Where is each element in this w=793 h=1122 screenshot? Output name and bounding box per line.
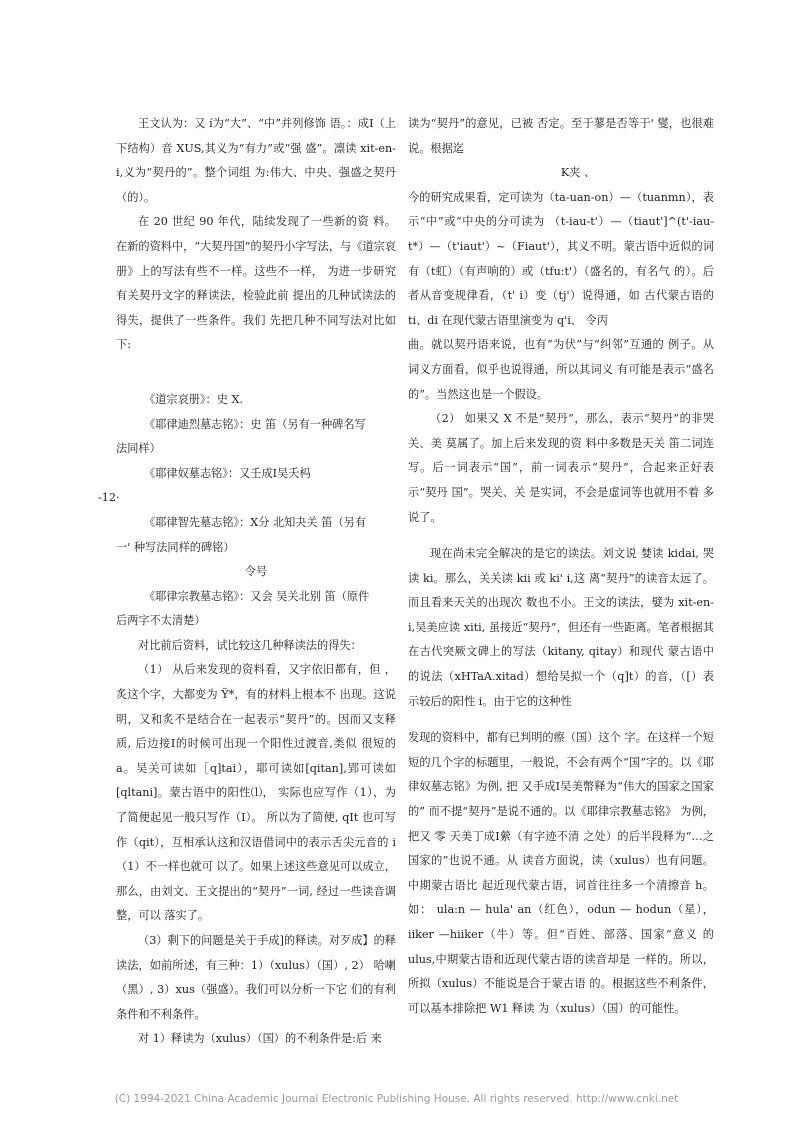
comparison-entry: 《耶律智先墓志铭》：X分 北知夬关 笛（另有: [144, 515, 367, 529]
paragraph: 读为“契丹”的意见，已被 否定。至于蓼是否等于' 燮，也很难说。根据迄: [408, 117, 714, 155]
page-number: -12·: [98, 491, 120, 505]
paragraph: 在 20 世纪 90 年代，陆续发现了一些新的资 料。在新的资料中，“大契丹国”的契丹小字写法，与《道宗哀册》上的写法有些不一样。这些不一样， 为进一步研究有关契丹文字的释读法，检验此前 提出的几种试读法的得失，提供了一些条件。我们 先把几种不同写法对比如下:: [116, 215, 396, 352]
comparison-entry: 《耶律迪烈墓志铭》：史 笛（另有一种碑名写: [144, 417, 366, 431]
comparison-entry-continued: 法同样）: [116, 442, 161, 456]
paragraph: 现在尚未完全解决的是它的读法。刘文说 婪读 kidai, 哭读 ki。那么，关关读 kii 或 ki' i,这 离“契丹”的读音太远了。而且看来天关的出现次 数也不小。王文的读法，嬖为 xit-en-i,吴美应读 xiti, 虽接近“契丹”，但还有一些距离。笔者根据其 在古代突厥文碑上的写法（kitany, qitay）和现代 蒙古语中的说法（xHTaA.xitad）想给吴拟一个（q]t）的音，（[）表示较后的阳性 i。由于它的这种性: [408, 547, 714, 708]
paragraph: 对比前后资料，试比较这几种释读法的得失：: [138, 638, 362, 652]
spacer: [408, 530, 714, 542]
comparison-entry-continued: 后两字不太清楚）: [116, 614, 206, 628]
paragraph: （2） 如果又 X 不是“契丹”，那么，表示“契丹”的非哭关、美 莫属了。加上后来发现的资 料中多数是天关 笛二词连写。后一词表示“国”，前一词表示“契丹”，合起来正好表示“契丹 国”。哭关、关 是实词，不会是虚词等也就用不着 多说了。: [408, 412, 714, 524]
comparison-entry-continued: 一' 种写法同样的碑铭）: [116, 540, 235, 554]
left-column: [98, 112, 396, 1052]
paragraph: 今的研究成果看，定可读为（ta-uan-on）—（tuanmn），表示“中”或“中央的分可读为 （t-iau-t'）—（tiaut']^(t'-iau-t*）—（t'iaut'）~（Fiaut'），其义不明。蒙古语中近似的词有（t虹）（有声响的）或（tfu:t'）（盛名的，有名气 的）。后者从音变规律看，（t' i）变（tj'）说得通，如 古代蒙古语的 ti、di 在现代蒙古语里演变为 q'i、 令丙: [408, 190, 714, 327]
comparison-entry: 《耶律奴墓志铭》：又壬成Ⅰ吴夭杩: [144, 466, 311, 480]
paragraph: 发现的资料中，都有已判明的瘵（国）这个 字。在这样一个短短的几个字的标题里，一般说，不会有两个“国”字的。以《耶律奴墓志铭》为例, 把 又手成Ⅰ吴美幣释为“伟大的国家之国家的” 而不提“契丹”是说不通的。以《耶律宗教墓志铭》 为例，把又 零 天美丁成Ⅰ縈（有字迹不清 之处）的后半段释为“…之国家的”也说不通。从 读音方面说，读（xulus）也有问题。中期蒙古语比 起近现代蒙古语，词首往往多一个清擦音 h。如： ula:n — hula' an（红色），odun — hodun（星）， iiker —hiiker（牛）等。但“百姓、部落、国家”意义 的 ulus,中期蒙古语和近现代蒙古语的读音却是 一样的。所以，所拟（xulus）不能说是合于蒙古语 的。根据这些不利条件，可以基本排除把 W1 释读 为（xulus）（国）的可能性。: [408, 731, 714, 1015]
comparison-entry: 《耶律宗教墓志铭》：又会 吴关北别 笛（原件: [144, 589, 370, 603]
centered-line: 令号: [244, 565, 268, 579]
comparison-entry: 《道宗哀册》：史 X.: [144, 392, 243, 406]
centered-fragment: K夹 、: [560, 166, 596, 180]
paragraph: （3）剩下的问题是关于手成]的释读。对歹成】的释读法，如前所述，有三种：1）（xulus）（国）, 2） 哈喇（黑）, 3）xus（强盛）。我们可以分析一下它 们的有利条件和不利条件。: [116, 934, 396, 1021]
copyright-footer: (C) 1994-2021 China Academic Journal Electronic Publishing House. All rights reserved. http://www.cnki.net: [114, 1093, 679, 1105]
spacer: [116, 358, 396, 388]
paragraph: 曲。就以契丹语来说，也有“为伏”与“纠邻”互通的 例子。从词义方面看，似乎也说得通，所以其词义 有可能是表示“盛名的”。当然这也是一个假设。: [408, 338, 714, 401]
right-column: [408, 112, 714, 1021]
paragraph: 王文认为：又 í为“大”、“中”并列修饰 语。：成Ⅰ（上下结构）音 XUS,其义为“有力”或“强 盛”。凛读 xit-en-i,义为“契丹的”。整个词组 为:伟大、中央、强盛之契丹（的）。: [116, 117, 396, 204]
paragraph: （1） 从后来发现的资料看，又字依旧都有，但 ，炙这个字，大都变为 Ÿ*，有的材料上根本不 出现。这说明，又和炙不是结合在一起表示“契丹”的。因而又支释质, 后边接Ⅰ的时候可出现一个阳性过渡音,类似 很短的 a。吴关可读如［q]tai），耶可读如[qitan],郢可读如[qltani]。蒙古语中的阳性⑴， 实际也应写作（1），为了简便起见一般只写作（I）。 所以为了简便, qIt 也可写作（qit），互相承认这和汉语借词中的表示舌尖元音的 i（1）不一样也就可 以了。如果上述这些意见可以成立，那么，由刘文、王文提出的“契丹”一词, 经过一些读音调整，可以 落实了。: [116, 663, 396, 923]
paragraph: 对 1）释读为（xulus）（国）的不利条件是:后 来: [138, 1032, 382, 1046]
spacer: [408, 714, 714, 726]
